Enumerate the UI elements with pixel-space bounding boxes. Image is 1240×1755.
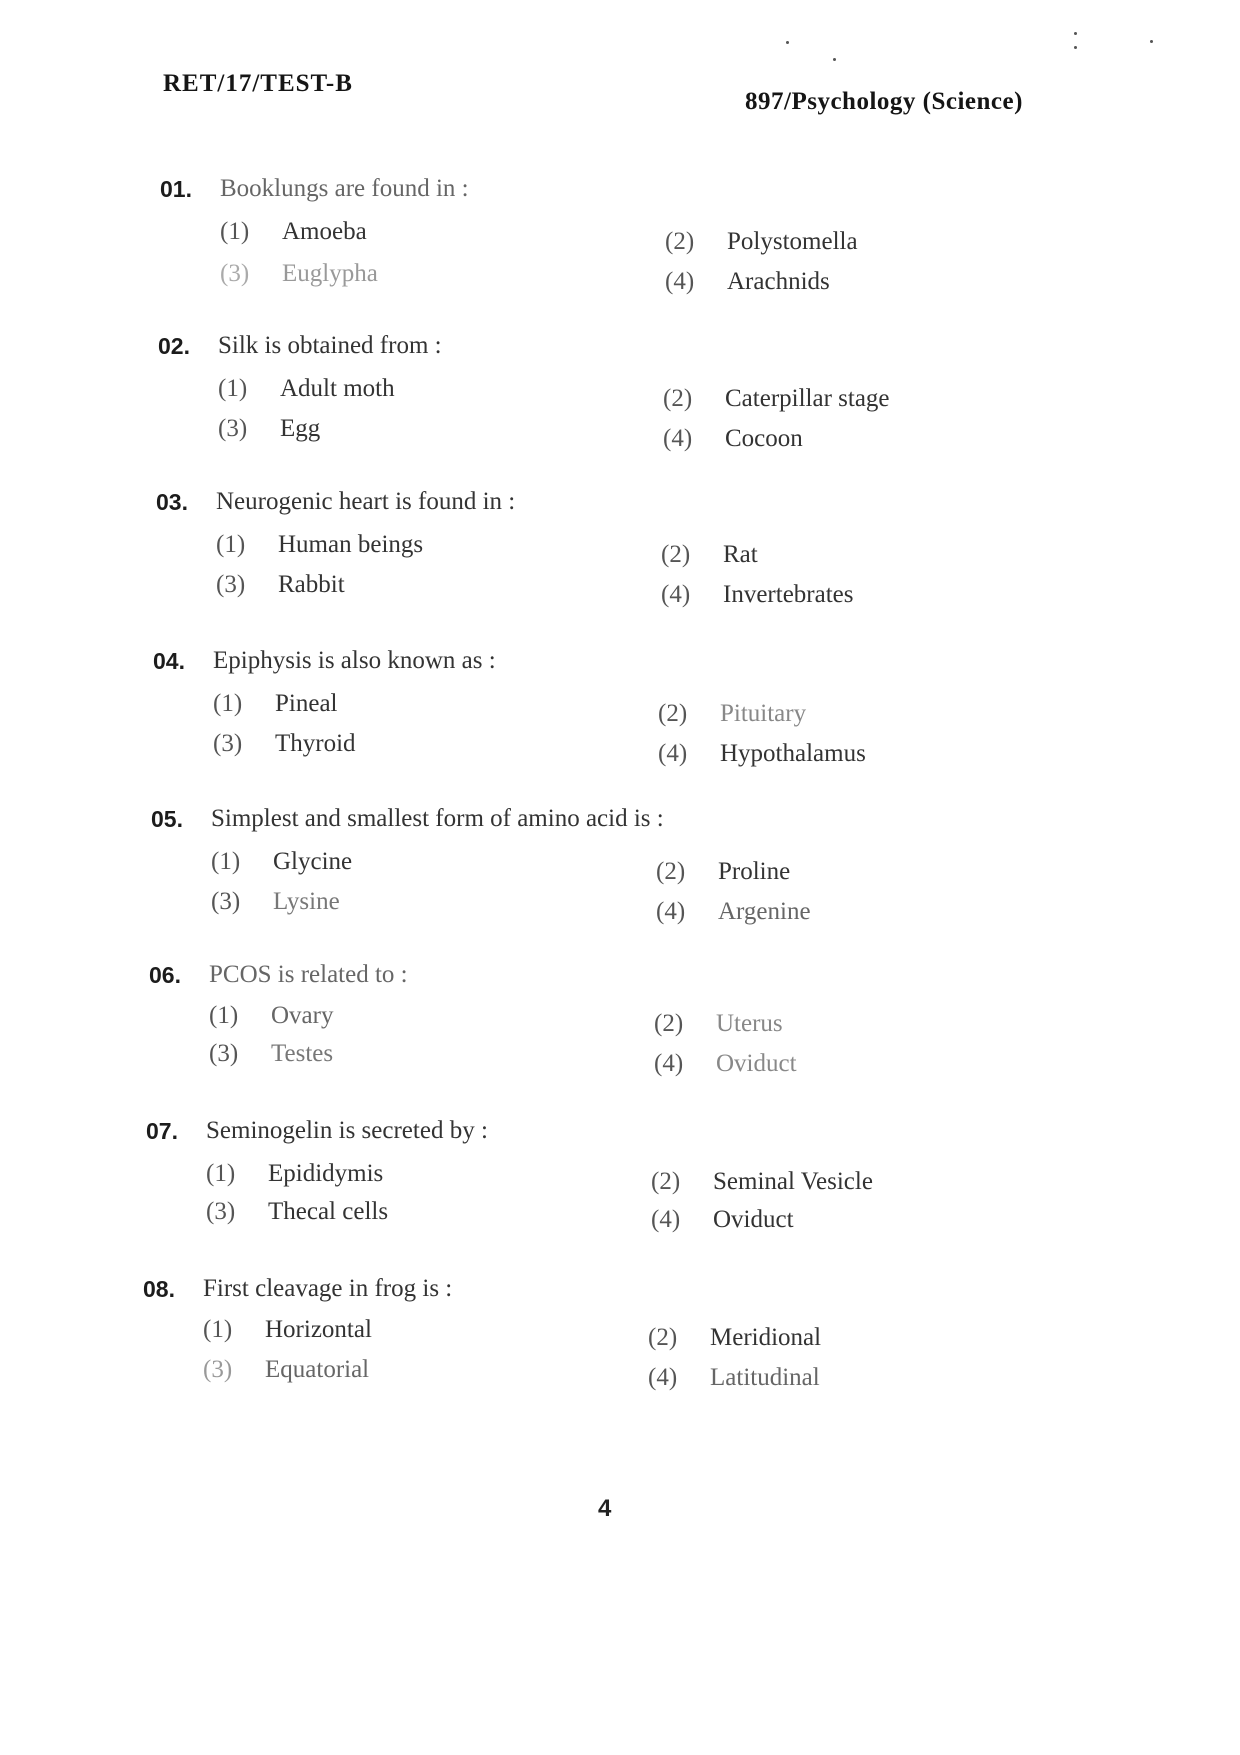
- option-number: (4): [654, 1050, 684, 1077]
- option-1: [216, 531, 423, 559]
- question-text: Booklungs are found in :: [220, 175, 469, 202]
- question-text: PCOS is related to :: [209, 961, 408, 988]
- option-3: [216, 571, 345, 599]
- option-1: [211, 848, 352, 876]
- option-4: [663, 425, 803, 453]
- question-text: First cleavage in frog is :: [203, 1275, 453, 1302]
- option-2: [665, 228, 858, 256]
- option-number: (4): [663, 425, 693, 452]
- option-text: Polystomella: [727, 228, 858, 255]
- option-text: Rabbit: [278, 571, 345, 598]
- option-number: (3): [211, 888, 241, 915]
- option-2: [651, 1168, 873, 1196]
- option-text: Lysine: [273, 888, 340, 915]
- option-4: [648, 1364, 820, 1392]
- option-number: (2): [658, 700, 688, 727]
- question-4: [153, 648, 1053, 778]
- option-text: Human beings: [278, 531, 424, 558]
- question-number: 07.: [146, 1118, 178, 1144]
- scan-speck: [1150, 40, 1153, 43]
- option-3: [213, 730, 356, 758]
- option-text: Seminal Vesicle: [713, 1168, 873, 1195]
- option-3: [218, 415, 320, 443]
- option-4: [665, 268, 830, 296]
- scan-speck: [1074, 32, 1077, 35]
- option-text: Testes: [271, 1040, 334, 1067]
- option-number: (3): [203, 1356, 233, 1383]
- option-1: [206, 1160, 383, 1188]
- option-4: [651, 1206, 794, 1234]
- subject-title: 897/Psychology (Science): [745, 88, 1023, 115]
- option-text: Euglypha: [282, 260, 378, 287]
- option-3: [206, 1198, 388, 1226]
- option-number: (2): [651, 1168, 681, 1195]
- option-number: (2): [663, 385, 693, 412]
- option-text: Invertebrates: [723, 581, 854, 608]
- question-number: 06.: [149, 962, 181, 988]
- option-number: (4): [651, 1206, 681, 1233]
- option-number: (3): [206, 1198, 236, 1225]
- option-1: [209, 1002, 333, 1030]
- question-3: [156, 489, 1056, 619]
- option-number: (3): [213, 730, 243, 757]
- question-5: [151, 806, 1051, 936]
- option-number: (3): [220, 260, 250, 287]
- question-text: Seminogelin is secreted by :: [206, 1117, 488, 1144]
- question-text: Simplest and smallest form of amino acid is :: [211, 805, 664, 832]
- option-number: (1): [203, 1316, 233, 1343]
- option-text: Equatorial: [265, 1356, 370, 1383]
- option-number: (3): [216, 571, 246, 598]
- question-8: [143, 1276, 1043, 1406]
- question-number: 02.: [158, 333, 190, 359]
- option-2: [663, 385, 890, 413]
- option-2: [656, 858, 790, 886]
- option-text: Meridional: [710, 1324, 822, 1351]
- option-4: [656, 898, 811, 926]
- option-text: Oviduct: [716, 1050, 797, 1077]
- option-1: [218, 375, 395, 403]
- exam-code: RET/17/TEST-B: [163, 70, 353, 97]
- option-2: [654, 1010, 783, 1038]
- option-3: [211, 888, 340, 916]
- option-number: (1): [211, 848, 241, 875]
- option-text: Rat: [723, 541, 758, 568]
- question-number: 03.: [156, 489, 188, 515]
- option-1: [203, 1316, 372, 1344]
- option-text: Thyroid: [275, 730, 356, 757]
- option-number: (1): [218, 375, 248, 402]
- question-number: 04.: [153, 648, 185, 674]
- option-text: Pituitary: [720, 700, 807, 727]
- option-text: Ovary: [271, 1002, 334, 1029]
- option-number: (1): [216, 531, 246, 558]
- option-1: [220, 218, 367, 246]
- option-text: Oviduct: [713, 1206, 794, 1233]
- option-number: (3): [209, 1040, 239, 1067]
- option-number: (2): [648, 1324, 678, 1351]
- question-number: 01.: [160, 176, 192, 202]
- option-2: [661, 541, 758, 569]
- option-number: (4): [656, 898, 686, 925]
- question-1: [160, 176, 1060, 306]
- option-number: (3): [218, 415, 248, 442]
- question-2: [158, 333, 1058, 463]
- option-number: (1): [206, 1160, 236, 1187]
- scan-speck: [1074, 46, 1077, 49]
- option-4: [654, 1050, 797, 1078]
- option-text: Hypothalamus: [720, 740, 866, 767]
- option-text: Thecal cells: [268, 1198, 389, 1225]
- question-text: Neurogenic heart is found in :: [216, 488, 516, 515]
- option-2: [648, 1324, 821, 1352]
- option-text: Pineal: [275, 690, 338, 717]
- option-3: [220, 260, 378, 288]
- option-4: [661, 581, 853, 609]
- option-number: (1): [220, 218, 250, 245]
- option-number: (4): [648, 1364, 678, 1391]
- question-number: 05.: [151, 806, 183, 832]
- option-text: Latitudinal: [710, 1364, 820, 1391]
- option-4: [658, 740, 866, 768]
- question-7: [146, 1118, 1046, 1248]
- option-number: (4): [661, 581, 691, 608]
- option-text: Arachnids: [727, 268, 830, 295]
- scan-speck: [786, 41, 789, 44]
- option-text: Proline: [718, 858, 791, 885]
- option-3: [209, 1040, 333, 1068]
- option-1: [213, 690, 338, 718]
- option-number: (2): [661, 541, 691, 568]
- option-text: Cocoon: [725, 425, 803, 452]
- option-number: (1): [213, 690, 243, 717]
- question-text: Silk is obtained from :: [218, 332, 442, 359]
- option-text: Adult moth: [280, 375, 395, 402]
- option-number: (4): [665, 268, 695, 295]
- question-text: Epiphysis is also known as :: [213, 647, 496, 674]
- option-number: (4): [658, 740, 688, 767]
- scan-speck: [833, 58, 836, 61]
- option-number: (1): [209, 1002, 239, 1029]
- option-number: (2): [656, 858, 686, 885]
- option-text: Amoeba: [282, 218, 367, 245]
- question-6: [149, 962, 1049, 1092]
- page-number: 4: [598, 1495, 612, 1522]
- option-number: (2): [654, 1010, 684, 1037]
- option-2: [658, 700, 806, 728]
- option-text: Uterus: [716, 1010, 783, 1037]
- option-text: Epididymis: [268, 1160, 384, 1187]
- option-text: Caterpillar stage: [725, 385, 890, 412]
- option-3: [203, 1356, 369, 1384]
- option-text: Argenine: [718, 898, 811, 925]
- option-text: Glycine: [273, 848, 353, 875]
- option-text: Egg: [280, 415, 321, 442]
- option-number: (2): [665, 228, 695, 255]
- option-text: Horizontal: [265, 1316, 372, 1343]
- question-number: 08.: [143, 1276, 175, 1302]
